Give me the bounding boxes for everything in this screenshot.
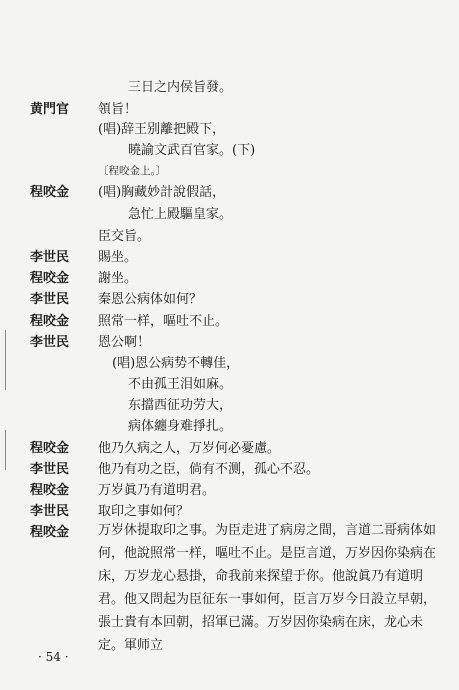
dialogue-line: 曉諭文武百官家。(下) — [128, 143, 256, 158]
margin-mark — [5, 430, 6, 470]
speaker-label: 李世民 — [30, 335, 70, 350]
speaker-label: 程咬金 — [30, 271, 70, 286]
page-number: · 54 · — [38, 650, 69, 664]
last-speaker-label: 程咬金 — [30, 525, 70, 540]
dialogue-line: (唱)胸藏妙計說假話， — [98, 185, 226, 200]
speaker-label: 程咬金 — [30, 441, 70, 456]
dialogue-line: 急忙上殿驅皇家。 — [128, 207, 233, 222]
dialogue-line: 东擋西征功劳大， — [128, 398, 233, 413]
dialogue-line: 〔程咬金上。〕 — [98, 165, 167, 177]
dialogue-line: 不由孤王泪如麻。 — [128, 377, 233, 392]
speaker-label: 李世民 — [30, 250, 70, 265]
speaker-label: 李世民 — [30, 504, 70, 519]
speaker-label: 李世民 — [30, 292, 70, 307]
dialogue-line: (唱)辞王别離把殿下， — [98, 122, 226, 137]
dialogue-line: 病体纏身难掙扎。 — [128, 419, 233, 434]
dialogue-line: 三日之内侯旨發。 — [128, 80, 233, 95]
speaker-label: 李世民 — [30, 462, 70, 477]
dialogue-line: 領旨！ — [98, 102, 138, 117]
dialogue-line: 謝坐。 — [98, 271, 138, 286]
dialogue-line: 他乃有功之臣，倘有不测，孤心不忍。 — [98, 462, 320, 477]
dialogue-line: 取印之事如何？ — [98, 504, 190, 519]
dialogue-line: 万岁眞乃有道明君。 — [98, 483, 216, 498]
dialogue-line: (唱)恩公病势不轉佳， — [112, 356, 240, 371]
margin-mark — [5, 330, 6, 390]
speaker-label: 程咬金 — [30, 314, 70, 329]
dialogue-line: 秦恩公病体如何？ — [98, 292, 203, 307]
speaker-label: 程咬金 — [30, 185, 70, 200]
speaker-label: 黄門官 — [30, 102, 70, 117]
dialogue-line: 賜坐。 — [98, 250, 138, 265]
speaker-label: 程咬金 — [30, 483, 70, 498]
dialogue-line: 臣交旨。 — [98, 229, 151, 244]
last-paragraph: 万岁休提取印之事。为臣走进了病房之間，言道二哥病体如何，他說照常一样，嘔吐不止。是臣言道，万岁因你染病在床，万岁龙心悬掛，命我前来探望于你。他說眞乃有道明君。他又問起为臣征东一事如何，臣言万岁今日設立早朝，張士貴有本回朝，招軍已滿。万岁因你染病在床，龙心未定。軍师立 — [98, 523, 437, 653]
dialogue-line: 照常一样，嘔吐不止。 — [98, 314, 229, 329]
dialogue-line: 恩公啊！ — [98, 335, 151, 350]
dialogue-line: 他乃久病之人，万岁何必憂慮。 — [98, 441, 281, 456]
